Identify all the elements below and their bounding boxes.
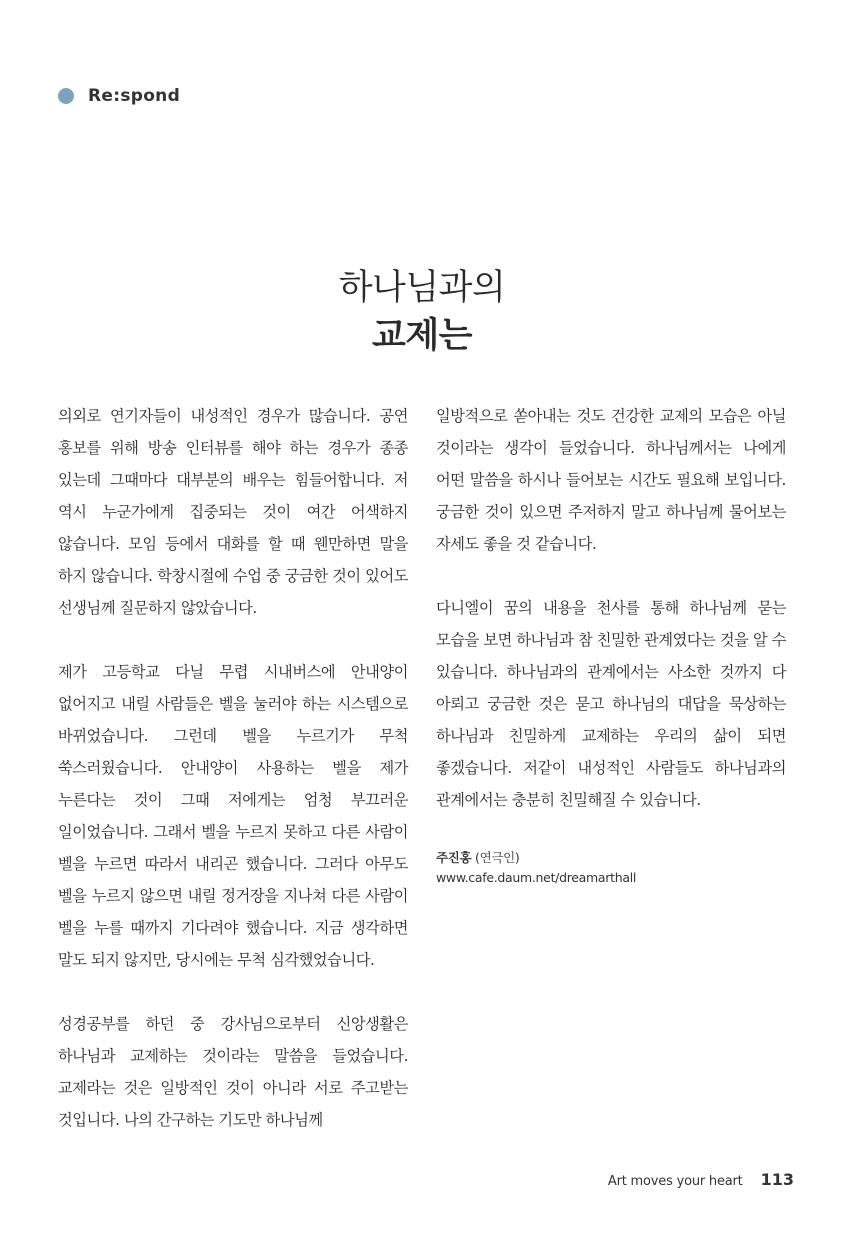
- author-name: 주진홍: [436, 850, 472, 865]
- section-tag: [58, 86, 180, 106]
- paragraph: 다니엘이 꿈의 내용을 천사를 통해 하나님께 묻는 모습을 보면 하나님과 참 친밀한 관계였다는 것을 알 수 있습니다. 하나님과의 관계에서는 사소한 것까지 다 아뢰고 궁금한 것은 묻고 하나님의 대답을 묵상하는 하나님과 친밀하게 교제하는 우리의 삶이 되면 좋겠습니다. 저같이 내성적인 사람들도 하나님과의 관계에서는 충분히 친밀해질 수 있습니다.: [436, 599, 786, 809]
- page-number: 113: [760, 1170, 794, 1189]
- title-line-2: 교제는: [372, 316, 472, 356]
- title-line-1: 하나님과의: [338, 268, 506, 308]
- author-url: www.cafe.daum.net/dreamarthall: [436, 870, 637, 885]
- page-footer: [608, 1170, 794, 1189]
- paragraph: 제가 고등학교 다닐 무렵 시내버스에 안내양이 없어지고 내릴 사람들은 벨을 눌러야 하는 시스템으로 바뀌었습니다. 그런데 벨을 누르기가 무척 쑥스러웠습니다. 안내양이 사용하는 벨을 제가 누른다는 것이 그때 저에게는 엄청 부끄러운 일이었습니다. 그래서 벨을 누르지 못하고 다른 사람이 벨을 누르면 따라서 내리곤 했습니다. 그러다 아무도 벨을 누르지 않으면 내릴 정거장을 지나쳐 다른 사람이 벨을 누를 때까지 기다려야 했습니다. 지금 생각하면 말도 되지 않지만, 당시에는 무척 심각했었습니다.: [58, 663, 409, 969]
- paragraph: 의외로 연기자들이 내성적인 경우가 많습니다. 공연 홍보를 위해 방송 인터뷰를 해야 하는 경우가 종종 있는데 그때마다 대부분의 배우는 힘들어합니다. 저 역시 누군가에게 집중되는 것이 여간 어색하지 않습니다. 모임 등에서 대화를 할 때 웬만하면 말을 하지 않습니다. 학창시절에 수업 중 궁금한 것이 있어도 선생님께 질문하지 않았습니다.: [58, 407, 408, 617]
- footer-tagline: Art moves your heart: [607, 1174, 743, 1189]
- section-label: Re:spond: [88, 86, 181, 106]
- body-column-right: [436, 400, 786, 888]
- paragraph: 일방적으로 쏟아내는 것도 건강한 교제의 모습은 아닐 것이라는 생각이 들었습니다. 하나님께서는 나에게 어떤 말씀을 하시나 들어보는 시간도 필요해 보입니다. 궁금한 것이 있으면 주저하지 말고 하나님께 물어보는 자세도 좋을 것 같습니다.: [436, 407, 786, 553]
- article-title: [0, 262, 844, 358]
- bullet-dot-icon: [58, 88, 74, 104]
- body-column-left: [58, 400, 408, 1168]
- paragraph: 성경공부를 하던 중 강사님으로부터 신앙생활은 하나님과 교제하는 것이라는 말씀을 들었습니다. 교제라는 것은 일방적인 것이 아니라 서로 주고받는 것입니다. 나의 간구하는 기도만 하나님께: [58, 1015, 408, 1129]
- author-role: (연극인): [475, 850, 520, 865]
- author-credit: [436, 848, 786, 888]
